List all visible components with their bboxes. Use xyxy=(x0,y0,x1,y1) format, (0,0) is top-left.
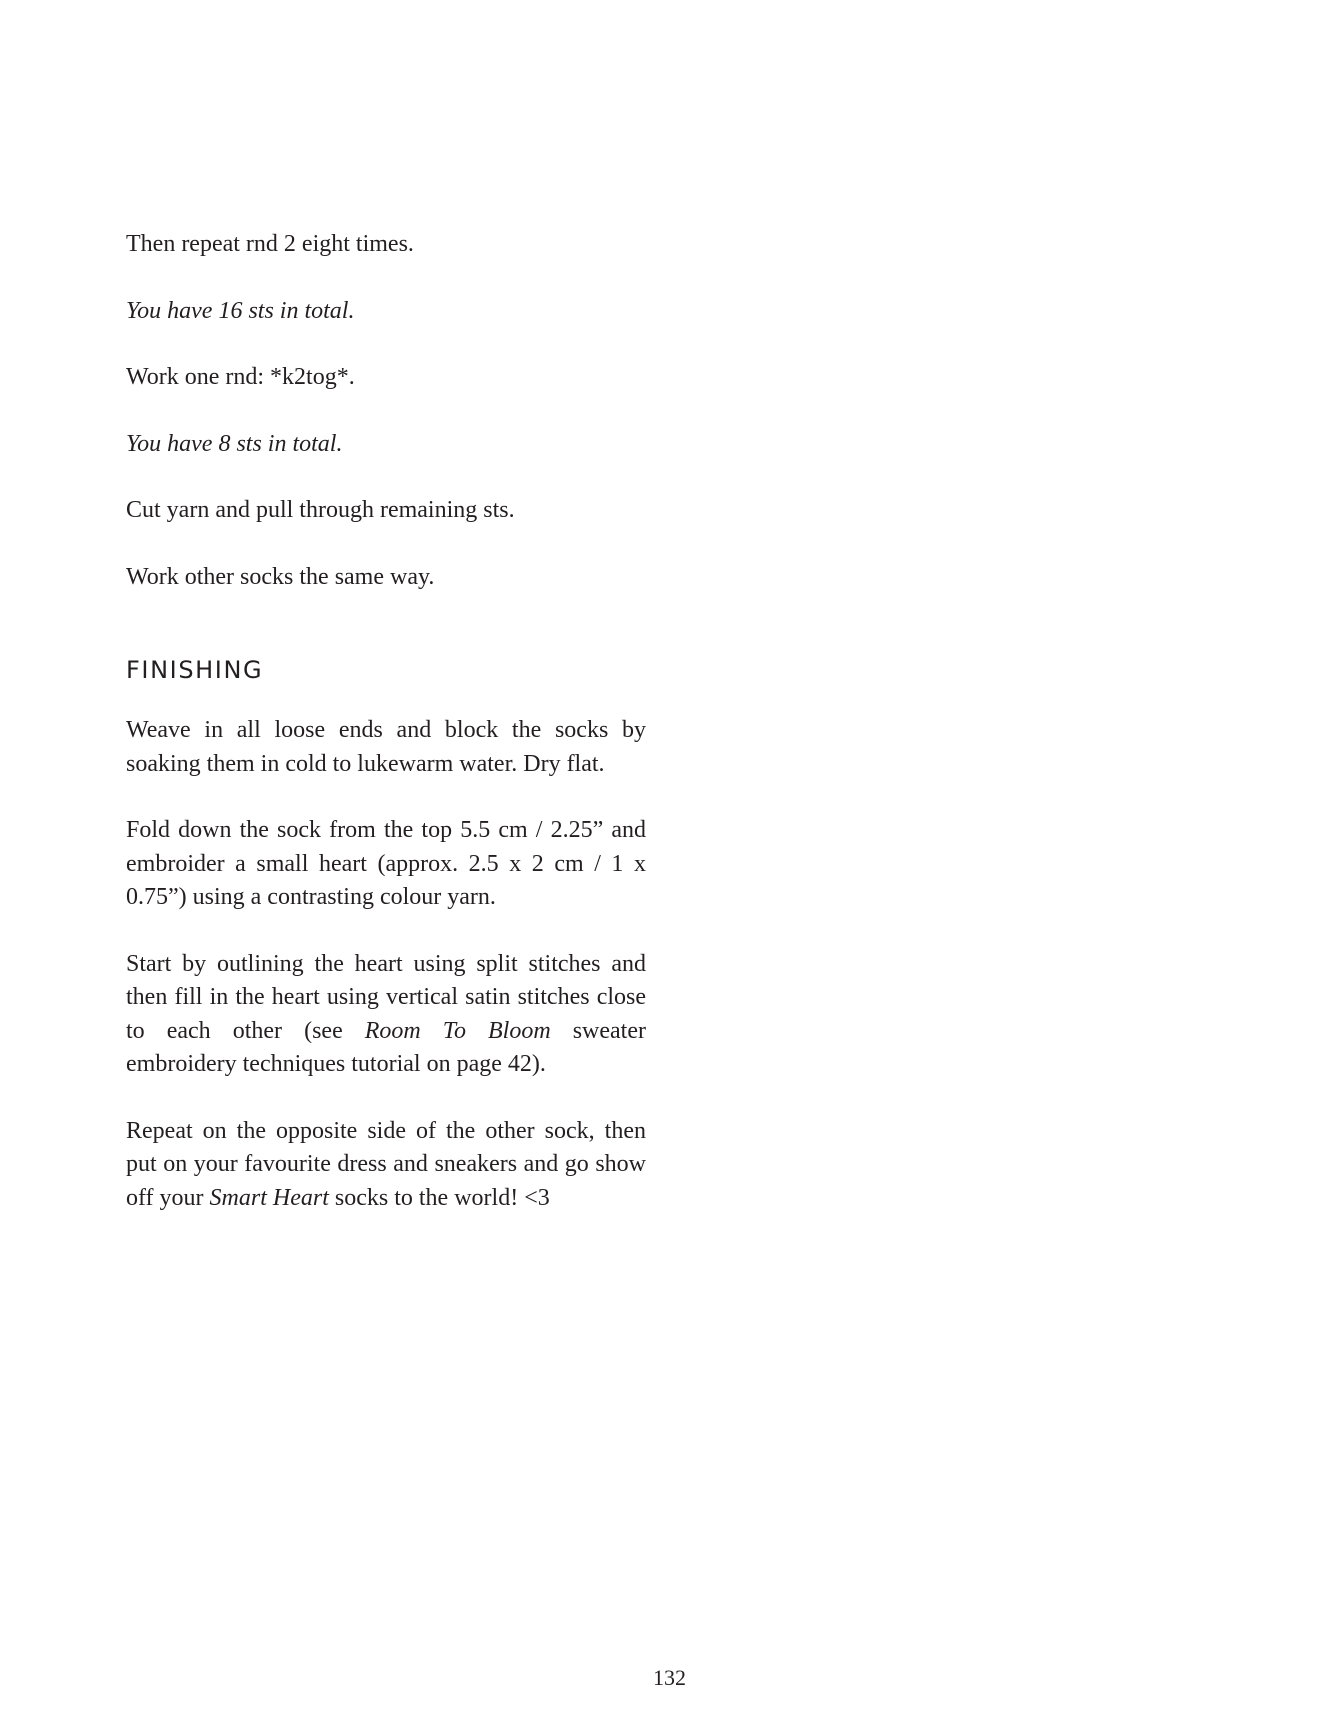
paragraph-repeat-opposite xyxy=(126,1115,646,1216)
paragraph-repeat-rnd: Then repeat rnd 2 eight times. xyxy=(126,231,414,257)
section-heading-finishing: FINISHING xyxy=(126,656,264,684)
text-run: socks to the world! <3 xyxy=(328,1184,550,1211)
text-column xyxy=(126,228,646,1248)
paragraph-k2tog: Work one rnd: *k2tog*. xyxy=(126,364,355,390)
paragraph-outline-heart xyxy=(126,948,646,1082)
pattern-title: Smart Heart xyxy=(209,1184,329,1211)
text-run: Start by outlining the heart using split stitches and then fill in the heart using vertical satin stitches close to each other (see xyxy=(126,950,646,1044)
paragraph-other-socks: Work other socks the same way. xyxy=(126,563,435,590)
paragraph-cut-yarn: Cut yarn and pull through remaining sts. xyxy=(126,497,515,523)
stitch-count-16: You have 16 sts in total. xyxy=(126,297,355,324)
text-run: Repeat on the opposite side of the other sock, then put on your favourite dress and sneakers and go show off your xyxy=(126,1117,646,1211)
paragraph-weave-ends: Weave in all loose ends and block the socks by soaking them in cold to lukewarm water. Dry flat. xyxy=(126,717,646,777)
cross-reference-title: Room To Bloom xyxy=(364,1017,551,1044)
stitch-count-8: You have 8 sts in total. xyxy=(126,430,343,457)
text-run: sweater embroidery techniques tutorial on page 42). xyxy=(126,1017,646,1077)
page-number: 132 xyxy=(653,1665,686,1690)
paragraph-fold-down: Fold down the sock from the top 5.5 cm / 2.25” and embroider a small heart (approx. 2.5 x 2 cm / 1 x 0.75”) using a contrasting colour yarn. xyxy=(126,817,646,910)
